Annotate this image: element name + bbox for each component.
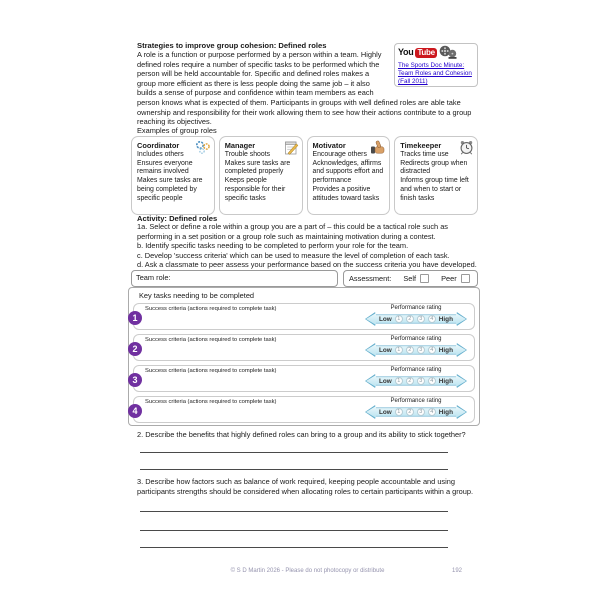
team-role-field[interactable] [131,270,338,287]
rating-arrow [365,405,467,419]
rating-arrow [365,312,467,326]
rating-circle-4[interactable]: 4 [428,346,436,354]
rating-circle-4[interactable]: 4 [428,377,436,385]
self-checkbox[interactable] [420,274,429,283]
role-card-manager [219,136,303,215]
role-title: Coordinator [137,141,180,150]
rating-label: Performance rating [390,336,442,342]
rating-circle-3[interactable]: 3 [417,315,425,323]
rating-label: Performance rating [390,398,442,404]
answer-line [140,469,448,470]
instruction-step: c. Develop 'success criteria' which can be used to measure the level of completion of each task. [137,250,450,260]
rating-circle-1[interactable]: 1 [395,315,403,323]
rating-circle-4[interactable]: 4 [428,315,436,323]
activity-instructions [137,222,481,270]
role-card-motivator [307,136,391,215]
role-desc-line: Includes others [137,151,184,158]
rating-circle-1[interactable]: 1 [395,408,403,416]
answer-line [140,511,448,512]
performance-rating [365,367,467,388]
examples-heading: Examples of group roles [137,126,217,135]
film-reel-icon [439,45,457,62]
rating-low-label: Low [379,377,392,385]
criteria-label: Success criteria (actions required to complete task) [145,306,277,312]
key-tasks-box [128,287,480,426]
role-desc-line: Provides a positive attitudes toward tasks [312,185,380,202]
role-desc-line: Trouble shoots [224,151,271,158]
role-card-coordinator [131,136,215,215]
youtube-video-box [394,43,478,87]
youtube-logo-tube: Tube [417,47,435,57]
peer-label: Peer [441,274,457,283]
question-3: 3. Describe how factors such as balance of work required, keeping people accountable and using participants strengths should be considered when allocating roles to certain participants within a group. [137,477,474,496]
role-card-timekeeper [394,136,478,215]
assessment-box [343,270,478,287]
rating-arrow [365,374,467,388]
rating-circle-2[interactable]: 2 [406,408,414,416]
role-desc-line: Makes sure tasks are being completed by specific people [137,177,203,202]
self-label: Self [403,274,417,283]
activity-heading: Activity: Defined roles [137,214,218,223]
role-desc-line: Informs group time left and when to start or finish tasks [400,177,469,202]
instruction-step: d. Ask a classmate to peer assess your performance based on the success criteria you have developed. [137,260,477,270]
task-number-badge: 2 [128,342,142,356]
task-row-1 [133,303,475,330]
answer-line [140,547,448,548]
task-row-3 [133,365,475,392]
rating-circle-1[interactable]: 1 [395,346,403,354]
rating-circle-4[interactable]: 4 [428,408,436,416]
alarm-clock-icon [459,140,474,160]
gears-icon [195,140,211,160]
team-role-label: Team role: [136,273,171,282]
assessment-label: Assessment: [349,274,392,283]
page-title: Strategies to improve group cohesion: Defined roles [137,41,327,50]
key-tasks-heading: Key tasks needing to be completed [139,291,255,300]
instruction-step: b. Identify specific tasks needing to be completed to perform your role for the team. [137,241,409,251]
rating-circle-2[interactable]: 2 [406,315,414,323]
criteria-label: Success criteria (actions required to complete task) [145,399,277,405]
youtube-logo-you: You [398,47,414,58]
rating-circle-3[interactable]: 3 [417,377,425,385]
intro-paragraph: A role is a function or purpose performed by a person within a team. Highly defined roles require a number of specific tasks to be performed which the person will be held accountable for. Specific and defined roles makes a group more efficient as there is less people doing the same job – it also builds a sense of purpose and confidence within team members as each person knows what is expected of them. Participants in groups with well defined roles are able take ownership and responsibility for their work allowing them to see how their actions contribute to a group reaching its objectives. [137,50,472,127]
task-number-badge: 4 [128,404,142,418]
answer-line [140,452,448,453]
rating-label: Performance rating [390,367,442,373]
intro-section [137,47,478,127]
youtube-logo [398,46,474,60]
performance-rating [365,336,467,357]
criteria-label: Success criteria (actions required to complete task) [145,368,277,374]
role-desc-line: Encourage others [312,151,367,158]
answer-line [140,530,448,531]
team-role-row [131,270,478,287]
rating-arrow [365,343,467,357]
rating-circle-3[interactable]: 3 [417,408,425,416]
role-desc-line: Redirects group when distracted [400,159,468,176]
role-title: Manager [224,141,256,150]
video-link[interactable]: The Sports Doc Minute: Team Roles and Cohesion (Fall 2011) [398,62,472,86]
rating-circle-1[interactable]: 1 [395,377,403,385]
task-number-badge: 1 [128,311,142,325]
rating-high-label: High [438,315,453,323]
role-desc-line: Keeps people responsible for their specific tasks [224,177,286,202]
peer-checkbox[interactable] [461,274,470,283]
role-desc-line: Ensures everyone remains involved [137,159,193,176]
instruction-step: 1a. Select or define a role within a group you are a part of – this could be a tactical role such as performing in a set position or a group role such as maintaining motivation during a contest. [137,222,448,241]
role-cards-row [131,136,478,215]
thumbs-up-icon [370,140,386,159]
role-desc-line: Acknowledges, affirms and supports effort and performance [312,159,384,185]
rating-label: Performance rating [390,305,442,311]
role-title: Motivator [312,141,346,150]
footer-page-number: 192 [452,568,463,574]
footer-copyright: © S D Martin 2026 - Please do not photocopy or distribute [230,568,385,574]
rating-low-label: Low [379,408,392,416]
performance-rating [365,305,467,326]
notepad-icon [284,140,299,160]
task-row-4 [133,396,475,423]
question-2: 2. Describe the benefits that highly defined roles can bring to a group and its ability to stick together? [137,430,466,439]
rating-circle-3[interactable]: 3 [417,346,425,354]
task-number-badge: 3 [128,373,142,387]
role-desc-line: Makes sure tasks are completed properly [224,159,291,176]
rating-circle-2[interactable]: 2 [406,346,414,354]
rating-circle-2[interactable]: 2 [406,377,414,385]
task-row-2 [133,334,475,361]
role-desc-line: Tracks time use [400,151,449,158]
rating-high-label: High [438,346,453,354]
rating-low-label: Low [379,346,392,354]
performance-rating [365,398,467,419]
rating-high-label: High [438,377,453,385]
role-title: Timekeeper [400,141,442,150]
rating-low-label: Low [379,315,392,323]
rating-high-label: High [438,408,453,416]
criteria-label: Success criteria (actions required to complete task) [145,337,277,343]
